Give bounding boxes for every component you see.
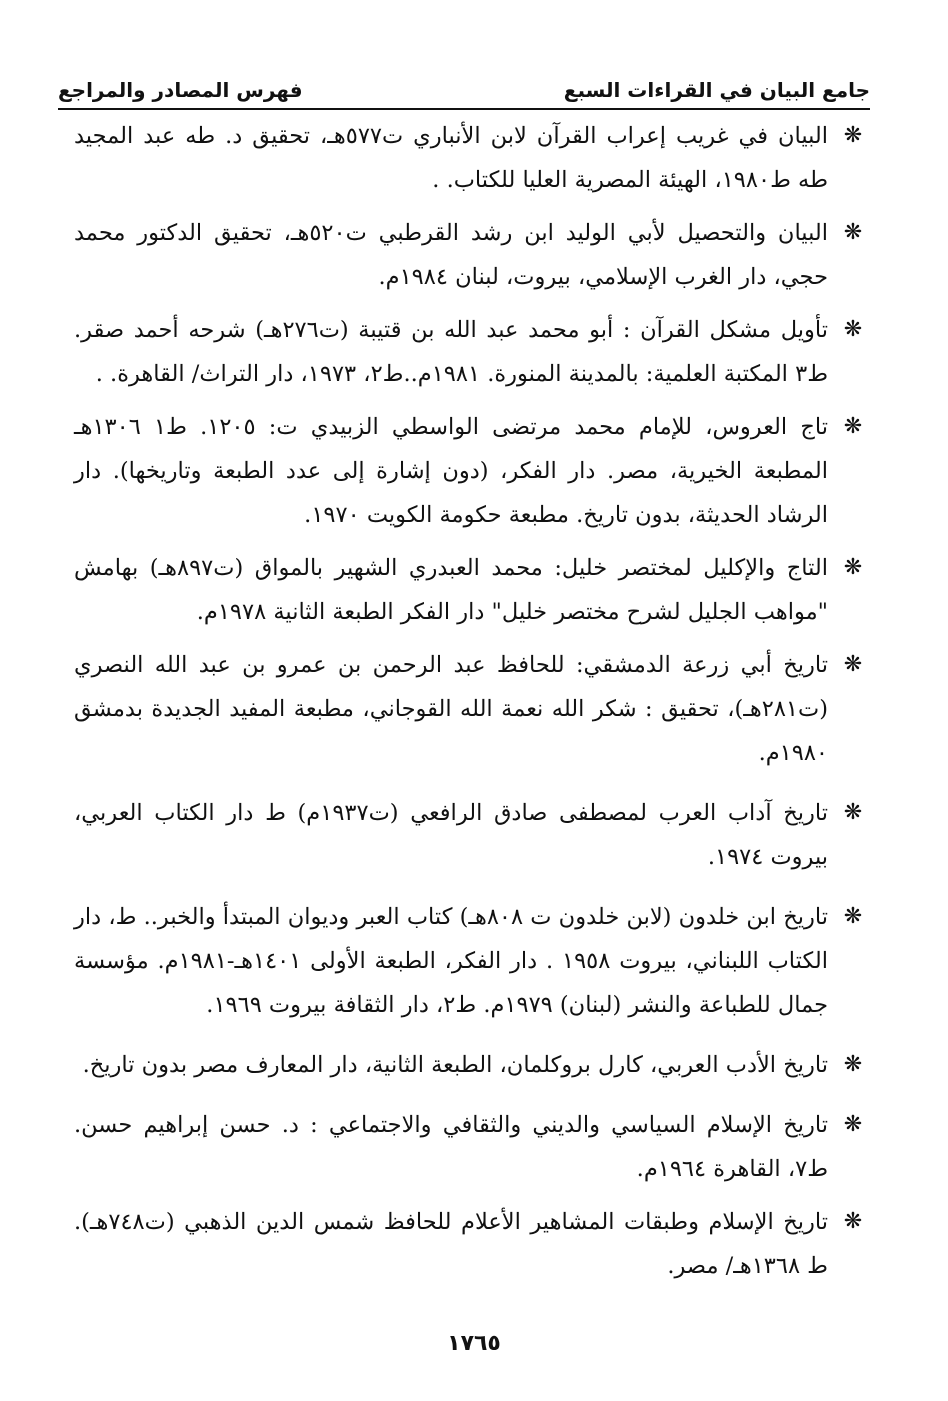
- bibliography-entry: [74, 1043, 868, 1087]
- entry-text: تاريخ أبي زرعة الدمشقي: للحافظ عبد الرحمن بن عمرو بن عبد الله النصري (ت٢٨١هـ)، تحقيق : شكر الله نعمة الله القوجاني، مطبعة المفيد الجديدة بدمشق ١٩٨٠م.: [74, 652, 828, 766]
- bibliography-entry: [74, 114, 868, 202]
- bibliography-entry: [74, 1200, 868, 1288]
- book-title: جامع البيان في القراءات السبع: [563, 78, 870, 102]
- bullet-icon: ❋: [843, 652, 863, 677]
- bullet-icon: ❋: [843, 1209, 863, 1234]
- entry-text: تاج العروس، للإمام محمد مرتضى الواسطي الزبيدي ت: ١٢٠٥. ط١ ١٣٠٦هـ المطبعة الخيرية، مصر. دار الفكر، (دون إشارة إلى عدد الطبعة وتاريخها). دار الرشاد الحديثة، بدون تاريخ. مطبعة حكومة الكويت ١٩٧٠.: [74, 414, 828, 528]
- bullet-icon: ❋: [843, 1112, 863, 1137]
- bullet-icon: ❋: [843, 1052, 863, 1077]
- bullet-icon: ❋: [843, 555, 863, 580]
- bibliography-entry: [74, 308, 868, 396]
- bibliography-entry: [74, 405, 868, 537]
- entry-text: التاج والإكليل لمختصر خليل: محمد العبدري الشهير بالمواق (ت٨٩٧هـ) بهامش "مواهب الجليل لشرح مختصر خليل" دار الفكر الطبعة الثانية ١٩٧٨م.: [74, 555, 828, 625]
- section-title: فهرس المصادر والمراجع: [58, 78, 303, 102]
- bullet-icon: ❋: [843, 220, 863, 245]
- entry-text: تاريخ ابن خلدون (لابن خلدون ت ٨٠٨هـ) كتاب العبر وديوان المبتدأ والخبر.. ط، دار الكتاب اللبناني، بيروت ١٩٥٨ . دار الفكر، الطبعة الأولى ١٤٠١هـ-١٩٨١م. مؤسسة جمال للطباعة والنشر (لبنان) ١٩٧٩م. ط٢، دار الثقافة بيروت ١٩٦٩.: [74, 904, 829, 1018]
- entry-text: تأويل مشكل القرآن : أبو محمد عبد الله بن قتيبة (ت٢٧٦هـ) شرحه أحمد صقر. ط٣ المكتبة العلمية: بالمدينة المنورة. ١٩٨١م..ط٢، ١٩٧٣، دار التراث/ القاهرة. .: [74, 317, 828, 387]
- bibliography-entry: [74, 211, 868, 299]
- entry-text: البيان والتحصيل لأبي الوليد ابن رشد القرطبي ت٥٢٠هـ، تحقيق الدكتور محمد حجي، دار الغرب الإسلامي، بيروت، لبنان ١٩٨٤م.: [74, 220, 828, 290]
- entry-text: البيان في غريب إعراب القرآن لابن الأنباري ت٥٧٧هـ، تحقيق د. طه عبد المجيد طه ط١٩٨٠، الهيئة المصرية العليا للكتاب. .: [74, 123, 829, 193]
- entry-text: تاريخ الأدب العربي، كارل بروكلمان، الطبعة الثانية، دار المعارف مصر بدون تاريخ.: [82, 1052, 828, 1078]
- running-header: [58, 64, 870, 110]
- entry-text: تاريخ الإسلام السياسي والديني والثقافي والاجتماعي : د. حسن إبراهيم حسن. ط٧، القاهرة ١٩٦٤م.: [74, 1112, 828, 1182]
- bibliography-entry: [74, 546, 868, 634]
- bibliography-entry: [74, 643, 868, 775]
- bullet-icon: ❋: [843, 904, 863, 929]
- bullet-icon: ❋: [843, 123, 863, 148]
- entry-text: تاريخ الإسلام وطبقات المشاهير الأعلام للحافظ شمس الدين الذهبي (ت٧٤٨هـ). ط ١٣٦٨هـ/ مصر.: [74, 1209, 828, 1279]
- bibliography-entry: [74, 791, 868, 879]
- bullet-icon: ❋: [843, 317, 863, 342]
- bibliography-entry: [74, 1103, 868, 1191]
- bibliography-entry: [74, 895, 868, 1027]
- bullet-icon: ❋: [843, 800, 863, 825]
- entry-text: تاريخ آداب العرب لمصطفى صادق الرافعي (ت١٩٣٧م) ط دار الكتاب العربي، بيروت ١٩٧٤.: [74, 800, 828, 870]
- page-number: ١٧٦٥: [447, 1331, 501, 1356]
- bibliography-list: [74, 114, 868, 1288]
- bullet-icon: ❋: [843, 414, 863, 439]
